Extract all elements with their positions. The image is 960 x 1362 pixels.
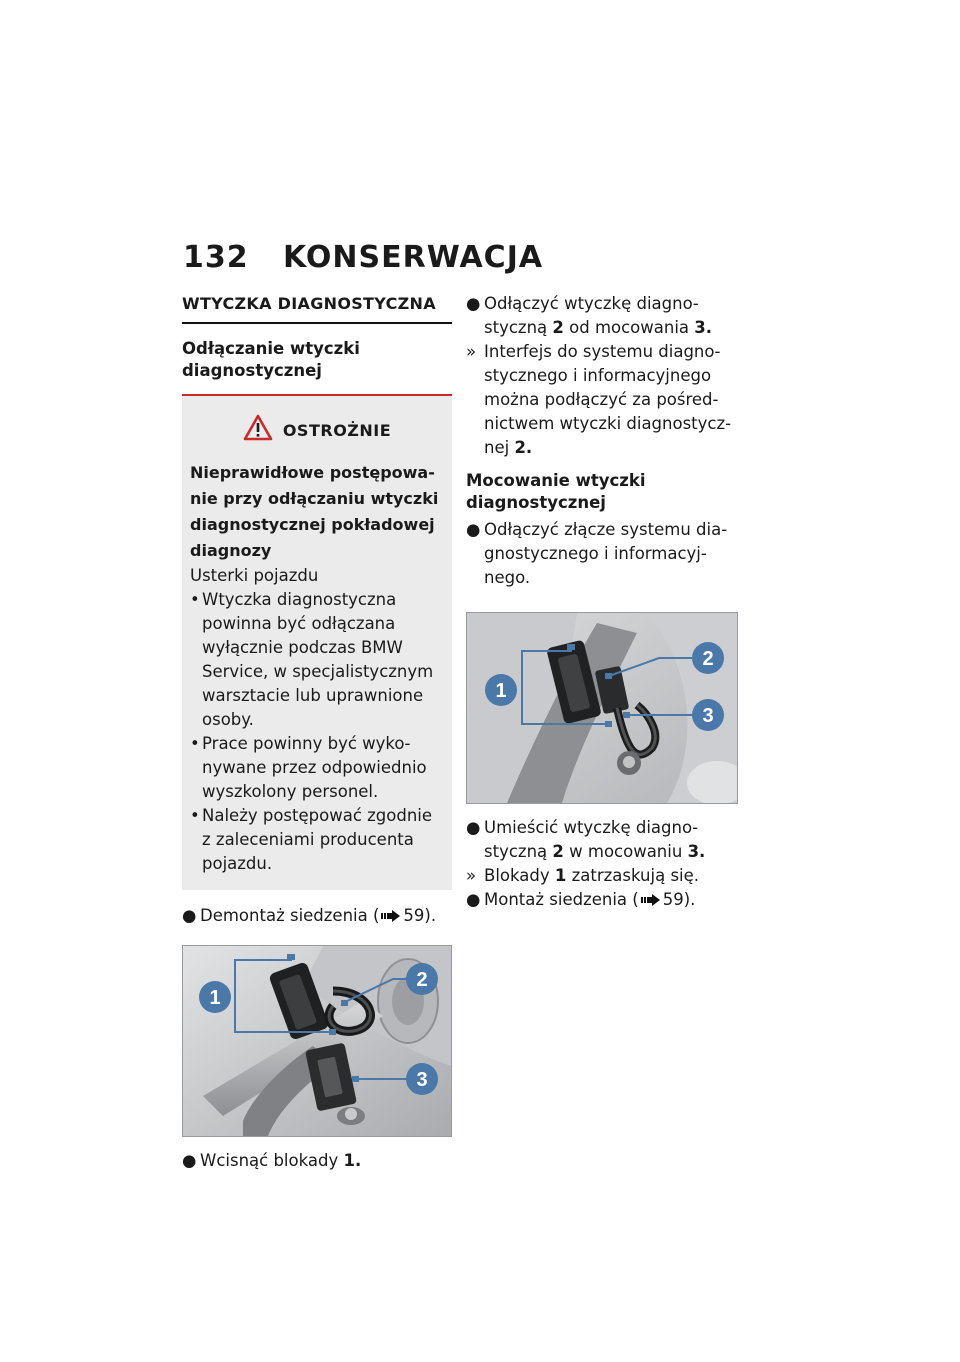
result-chevron-icon: » — [466, 866, 477, 885]
step-text: Umieścić wtyczkę diagnostyczną — [484, 818, 699, 861]
instruction-text — [484, 816, 738, 864]
page-reference-arrow-icon — [381, 905, 401, 929]
instruction-step — [182, 1149, 452, 1173]
page-reference-arrow-icon — [641, 889, 661, 913]
step-ref-number: 2 — [552, 842, 564, 861]
page-reference[interactable]: 59). — [403, 906, 437, 925]
step-ref-number: 3. — [694, 318, 713, 337]
step-ref-number: 2. — [514, 438, 533, 457]
result-body: zatrzaskują się. — [571, 866, 700, 885]
figure-diagnostic-plug-removal — [182, 945, 452, 1137]
result-text — [484, 340, 738, 460]
step-ref-number: 1 — [554, 866, 567, 885]
caution-bullet-text: Wtyczka diagnostyczna powinna być odłączana wyłącznie podczas BMW Service, w specjalistycznym warsztacie lub uprawnione osoby. — [202, 590, 434, 729]
instruction-step — [466, 888, 738, 913]
caution-bullet — [190, 588, 444, 732]
step-text: od mocowania — [569, 318, 690, 337]
callout-2-label: 2 — [416, 968, 428, 991]
step-bullet-icon: ● — [182, 1150, 197, 1170]
bullet-dot-icon: • — [190, 806, 200, 825]
step-ref-number: 2 — [552, 318, 564, 337]
section-title: WTYCZKA DIAGNOSTYCZNA — [182, 292, 452, 324]
bullet-dot-icon: • — [190, 590, 200, 609]
step-text: w mocowaniu — [569, 842, 683, 861]
subsection-title: Odłączanie wtyczki diagnostycznej — [182, 339, 360, 380]
caution-header — [190, 414, 444, 448]
caution-label: OSTROŻNIE — [282, 421, 392, 440]
callout-2-label: 2 — [702, 648, 714, 670]
step-bullet-icon: ● — [466, 294, 481, 313]
instruction-step — [182, 904, 452, 929]
page-reference[interactable]: 59). — [662, 890, 696, 909]
caution-bullet-text: Prace powinny być wykonywane przez odpowiednio wyszkolony personel. — [202, 734, 427, 801]
caution-headline: Nieprawidłowe postępowanie przy odłączaniu wtyczki diagnostycznej pokładowej diagnozy — [190, 463, 439, 560]
callout-1-label: 1 — [495, 680, 507, 702]
step-ref-number: 1. — [343, 1150, 362, 1170]
callout-1-label: 1 — [209, 986, 221, 1009]
instruction-step — [466, 816, 738, 864]
result-line — [466, 340, 738, 460]
instruction-text — [484, 292, 738, 340]
subsection-title: Mocowanie wtyczki diagnostycznej — [466, 471, 646, 512]
chapter-title: KONSERWACJA — [283, 240, 544, 275]
step-bullet-icon: ● — [466, 520, 481, 539]
step-bullet-icon: ● — [466, 818, 481, 837]
page-number: 132 — [183, 240, 249, 275]
result-body: Interfejs do systemu diagnostycznego i informacyjnego można podłączyć za pośrednictwem wtyczki diagnostycznej — [484, 342, 732, 457]
callout-3-label: 3 — [702, 705, 714, 727]
step-text: Wcisnąć blokady — [200, 1150, 339, 1170]
step-text: Odłączyć wtyczkę diagnostyczną — [484, 294, 699, 337]
instruction-text — [200, 1149, 452, 1173]
figure-diagnostic-plug-mounting — [466, 612, 738, 804]
step-bullet-icon: ● — [182, 906, 197, 925]
result-line — [466, 864, 738, 888]
instruction-step — [466, 518, 738, 590]
result-chevron-icon: » — [466, 342, 477, 361]
caution-box — [182, 394, 452, 890]
instruction-text — [484, 888, 738, 913]
result-text — [484, 864, 738, 888]
step-text: Odłączyć złącze systemu diagnostycznego i informacyjnego. — [484, 520, 728, 587]
instruction-text — [200, 904, 452, 929]
caution-bullet — [190, 732, 444, 804]
callout-3-label: 3 — [416, 1068, 428, 1091]
instruction-step — [466, 292, 738, 340]
bullet-dot-icon: • — [190, 734, 200, 753]
step-text: Demontaż siedzenia ( — [200, 906, 380, 925]
result-body: Blokady — [484, 866, 550, 885]
left-column — [182, 292, 452, 1173]
step-text: Montaż siedzenia ( — [484, 890, 639, 909]
caution-bullet-text: Należy postępować zgodnie z zaleceniami producenta pojazdu. — [202, 806, 433, 873]
right-column — [466, 292, 738, 913]
warning-triangle-icon — [243, 414, 273, 448]
step-ref-number: 3. — [687, 842, 706, 861]
caution-bullet — [190, 804, 444, 876]
caution-consequence: Usterki pojazdu — [190, 566, 319, 585]
step-bullet-icon: ● — [466, 890, 481, 909]
